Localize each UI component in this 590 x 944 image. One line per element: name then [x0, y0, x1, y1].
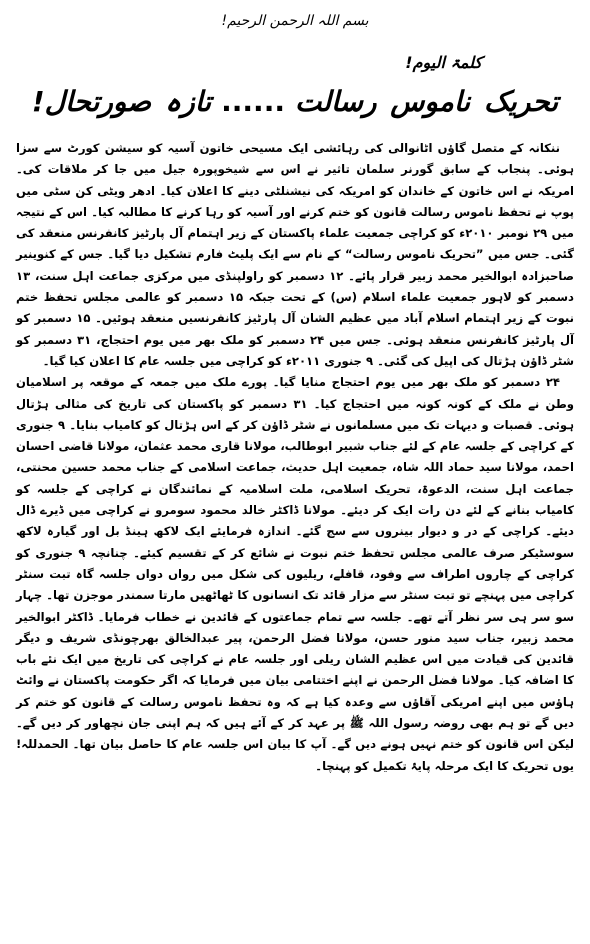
title-separator: ......: [221, 85, 285, 118]
paragraph-1: ننکانہ کے متصل گاؤں اٹانوالی کی رہائشی ایک مسیحی خاتون آسیہ کو سیشن کورٹ سے سزا ہوئی۔ پنجاب کے سابق گورنر سلمان تاثیر نے اس سے شیخوپورہ جیل میں جا کر ملاقات کی۔ امریکہ نے اس خاتون کے خاندان کو امریکہ کی نیشنلٹی دینے کا اعلان کیا۔ ادھر ویٹی کن سٹی میں پوپ نے تحفظ ناموس رسالت قانون کو ختم کرنے اور آسیہ کو رہا کرنے کا مطالبہ کیا۔ اس کے نتیجہ میں ۲۹ نومبر ۲۰۱۰ء کو کراچی جمعیت علماء پاکستان کے زیر اہتمام آل پارٹیز کانفرنس منعقد کی گئی۔ جس میں ”تحریک ناموس رسالت“ کے نام سے ایک پلیٹ فارم تشکیل دیا گیا۔ جس کے کنوینیر صاحبزادہ ابوالخیر محمد زبیر قرار پائے۔ ۱۲ دسمبر کو راولپنڈی میں مرکزی جماعت اہل سنت، ۱۳ دسمبر کو لاہور جمعیت علماء اسلام (س) کے تحت جبکہ ۱۵ دسمبر کو عالمی مجلس تحفظ ختم نبوت کے زیر اہتمام اسلام آباد میں عظیم الشان آل پارٹیز کانفرنسیں منعقد ہوئیں۔ ۱۵ دسمبر کو آل پارٹیز کانفرنس منعقد ہوئی۔ جس میں ۲۴ دسمبر کو ملک بھر میں یوم احتجاج، ۳۱ دسمبر کو شٹر ڈاؤن ہڑتال کی اپیل کی گئی۔ ۹ جنوری ۲۰۱۱ء کو کراچی میں جلسہ عام کا اعلان کیا گیا۔: [16, 141, 574, 368]
article-body: [16, 138, 574, 777]
bismillah-heading: بسم اللہ الرحمن الرحیم!: [221, 13, 369, 29]
title-part-2: تازہ صورتحال!: [31, 85, 212, 118]
column-kicker: کلمۃ الیوم!: [405, 53, 482, 72]
article-title: [16, 80, 574, 124]
paragraph-2: ۲۴ دسمبر کو ملک بھر میں یوم احتجاج منایا گیا۔ پورے ملک میں جمعہ کے موقعہ پر اسلامیان وطن نے ملک کے کونہ کونہ میں احتجاج کیا۔ ۳۱ دسمبر کو پاکستان کی تاریخ کی مثالی ہڑتال ہوئی۔ قصبات و دیہات تک میں مسلمانوں نے شٹر ڈاؤن کر کے اس ہڑتال کو کامیاب بنایا۔ ۹ جنوری کے کراچی کے جلسہ عام کے لئے جناب شبیر ابوطالب، مولانا قاری محمد عثمان، مولانا قاضی احسان احمد، مولانا سید حماد اللہ شاہ، جمعیت اہل حدیث، جماعت اسلامی کے جناب محمد حسین محنتی، جماعت اہل سنت، الدعوۃ، تحریک اسلامی، ملت اسلامیہ کے نمائندگان نے کراچی کے جلسہ کو کامیاب بنانے کے لئے دن رات ایک کر دیئے۔ مولانا ڈاکٹر خالد محمود سومرو نے کراچی میں ڈیرے ڈال دیئے۔ کراچی کے در و دیوار بینروں سے سج گئے۔ اندازہ فرمایئے ایک لاکھ ہینڈ بل اور گیارہ لاکھ سوسٹیکر صرف عالمی مجلس تحفظ ختم نبوت نے شائع کر کے تقسیم کیئے۔ چنانچہ ۹ جنوری کو کراچی کے چاروں اطراف سے وفود، قافلے، ریلیوں کی شکل میں رواں دواں جلسہ گاہ تبت سنٹر کراچی میں پہنچے تو تبت سنٹر سے مزار قائد تک انسانوں کا ٹھاٹھیں مارتا سمندر موجزن تھا۔ چہار سو سر ہی سر نظر آتے تھے۔ جلسہ سے تمام جماعتوں کے قائدین نے خطاب فرمایا۔ ڈاکٹر ابوالخیر محمد زبیر، جناب سید منور حسن، مولانا فضل الرحمن، پیر عبدالخالق بھرچونڈی شریف و دیگر قائدین کی قیادت میں اس عظیم الشان ریلی اور جلسہ عام نے کراچی کی تاریخ میں ایک نئے باب کا اضافہ کیا۔ مولانا فضل الرحمن نے اپنے اختتامی بیان میں فرمایا کہ اگر حکومت پاکستان نے وائٹ ہاؤس میں اپنے امریکی آقاؤں سے وعدہ کیا ہے کہ وہ تحفظ ناموس رسالت کے قانون کو ختم کر دیں گے تو ہم بھی روضہ رسول اللہ ﷺ پر عہد کر کے آئے ہیں کہ ہم اپنی جان نچھاور کر دیں گے۔ لیکن اس قانون کو ختم نہیں ہونے دیں گے۔ آپ کا بیان اس جلسہ عام کا حاصل بیان تھا۔ الحمدللہ! یوں تحریک کا ایک مرحلہ پایۂ تکمیل کو پہنچا۔: [16, 375, 575, 773]
title-part-1: تحریک ناموس رسالت: [294, 85, 559, 118]
